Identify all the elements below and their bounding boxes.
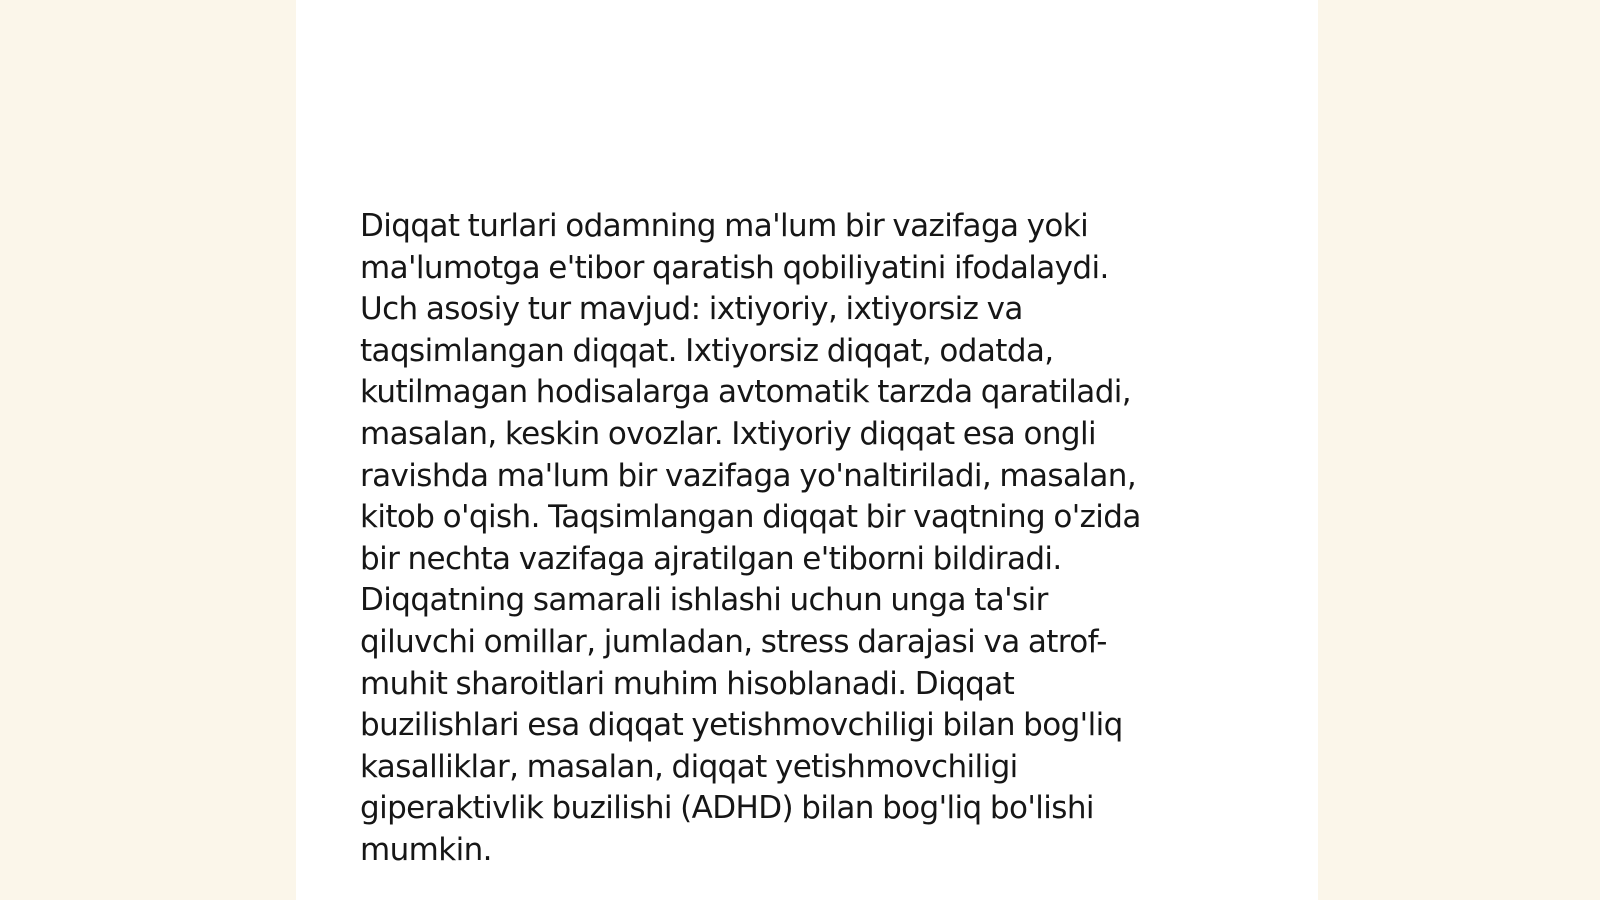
body-paragraph: Diqqat turlari odamning ma'lum bir vazifaga yoki ma'lumotga e'tibor qaratish qobiliyatini ifodalaydi. Uch asosiy tur mavjud: ixtiyoriy, ixtiyorsiz va taqsimlangan diqqat. Ixtiyorsiz diqqat, odatda, kutilmagan hodisalarga avtomatik tarzda qaratiladi, masalan, keskin ovozlar. Ixtiyoriy diqqat esa ongli ravishda ma'lum bir vazifaga yo'naltiriladi, masalan, kitob o'qish. Taqsimlangan diqqat bir vaqtning o'zida bir nechta vazifaga ajratilgan e'tiborni bildiradi. Diqqatning samarali ishlashi uchun unga ta'sir qiluvchi omillar, jumladan, stress darajasi va atrof- muhit sharoitlari muhim hisoblanadi. Diqqat buzilishlari esa diqqat yetishmovchiligi bilan bog'liq kasalliklar, masalan, diqqat yetishmovchiligi giperaktivlik buzilishi (ADHD) bilan bog'liq bo'lishi mumkin.	[360, 208, 1141, 868]
document-page	[296, 0, 1318, 900]
